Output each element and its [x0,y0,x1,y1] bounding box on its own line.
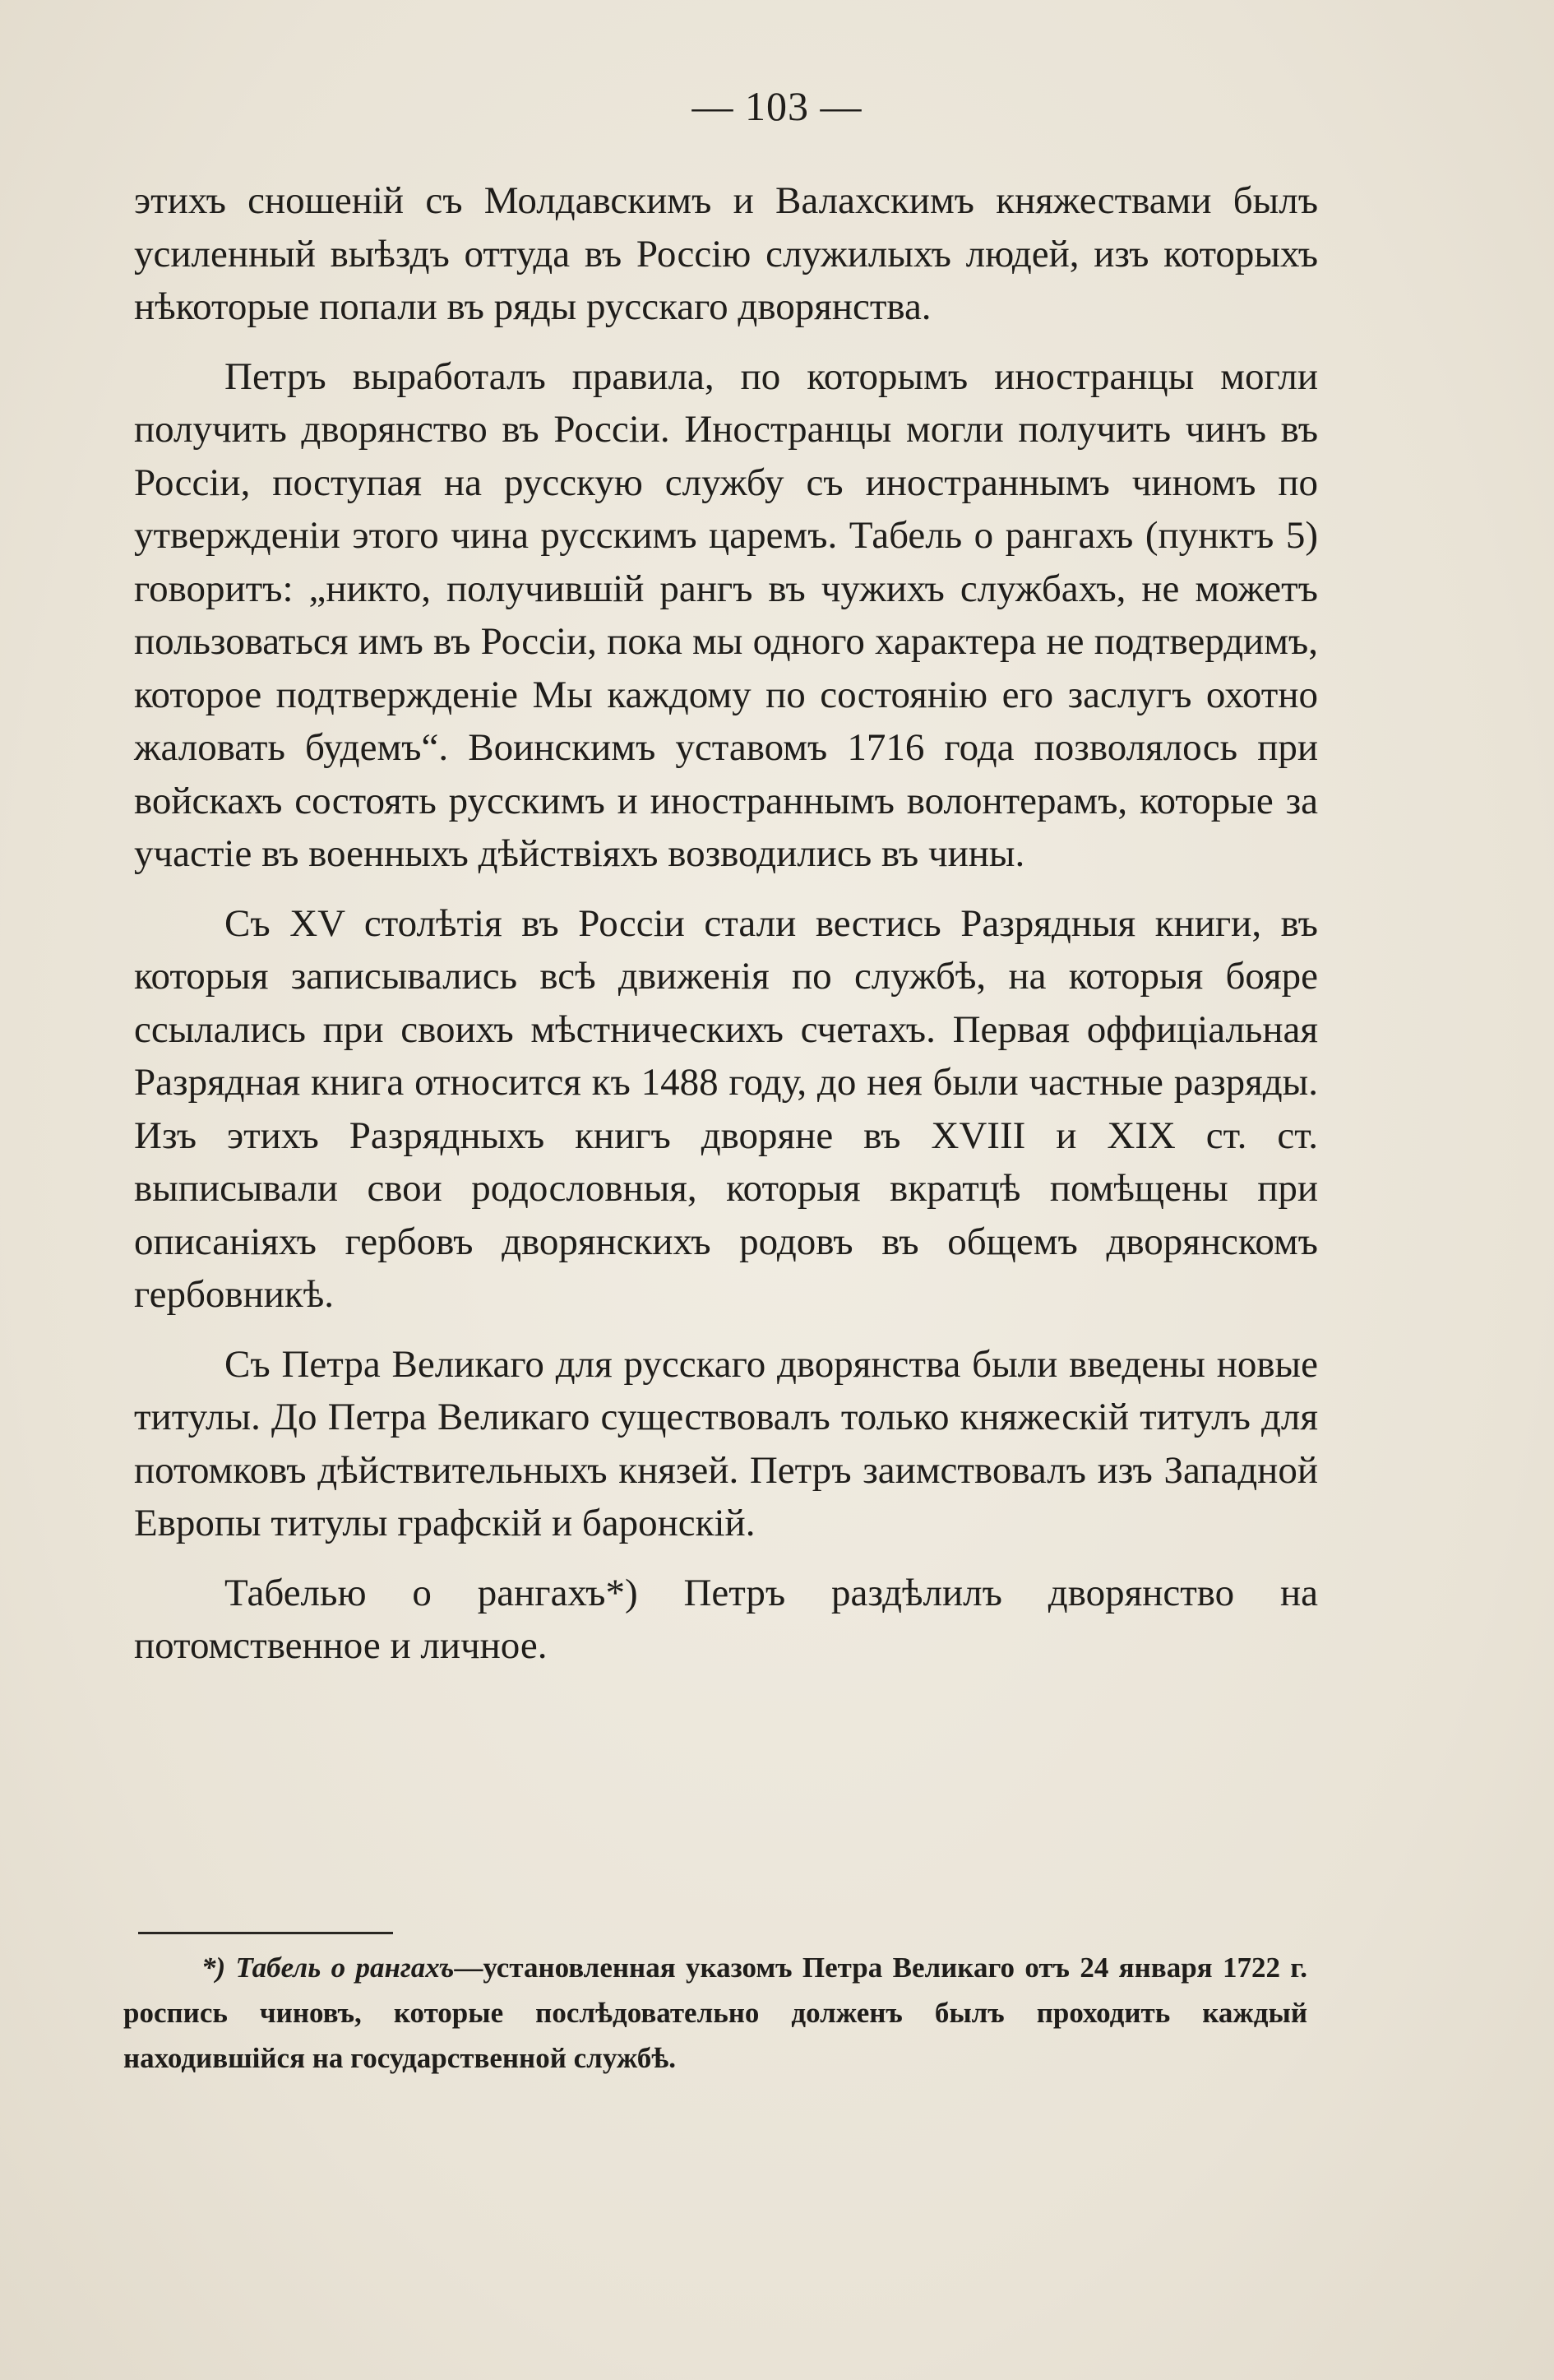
footnote-divider [138,1932,393,1934]
footnote-term: Табель о рангахъ [235,1952,455,1984]
footnote-text: —установленная указомъ Петра Великаго отъ 24 января 1722 г. роспись чиновъ, которые послѣдовательно долженъ былъ проходить каждый находившійся на государственной службѣ. [123,1952,1308,2074]
paragraph-1: этихъ сношеній съ Молдавскимъ и Валахскимъ княжествами былъ усиленный выѣздъ оттуда въ Россію служилыхъ людей, изъ которыхъ нѣкоторые попали въ ряды русскаго дворянства. [134,179,1318,328]
main-text [134,174,1318,1689]
footnote-marker: *) [201,1952,226,1984]
paragraph-3: Съ XV столѣтія въ Россіи стали вестись Разрядныя книги, въ которыя записывались всѣ движенія по службѣ, на которыя бояре ссылались при своихъ мѣстническихъ счетахъ. Первая оффиціальная Разрядная книга относится къ 1488 году, до нея были частные разряды. Изъ этихъ Разрядныхъ книгъ дворяне въ XVIII и XIX ст. ст. выписывали свои родословныя, которыя вкратцѣ помѣщены при описаніяхъ гербовъ дворянскихъ родовъ въ общемъ дворянскомъ гербовникѣ. [134,901,1318,1316]
paragraph-4: Съ Петра Великаго для русскаго дворянства были введены новые титулы. До Петра Великаго существовалъ только княжескій титулъ для потомковъ дѣйствительныхъ князей. Петръ заимствовалъ изъ Западной Европы титулы графскій и баронскій. [134,1342,1318,1544]
paragraph-2: Петръ выработалъ правила, по которымъ иностранцы могли получить дворянство въ Россіи. Иностранцы могли получить чинъ въ Россіи, поступая на русскую службу съ иностраннымъ чиномъ по утвержденіи этого чина русскимъ царемъ. Табель о рангахъ (пунктъ 5) говоритъ: „никто, получившій рангъ въ чужихъ службахъ, не можетъ пользоваться имъ въ Россіи, пока мы одного характера не подтвердимъ, которое подтвержденіе Мы каждому по состоянію его заслугъ охотно жаловать будемъ“. Воинскимъ уставомъ 1716 года позволялось при войскахъ состоять русскимъ и иностраннымъ волонтерамъ, которые за участіе въ военныхъ дѣйствіяхъ возводились въ чины. [134,354,1318,875]
footnote [123,1945,1307,2081]
paragraph-5: Табелью о рангахъ*) Петръ раздѣлилъ дворянство на потомственное и личное. [134,1571,1318,1667]
page-number: — 103 — [691,83,863,129]
